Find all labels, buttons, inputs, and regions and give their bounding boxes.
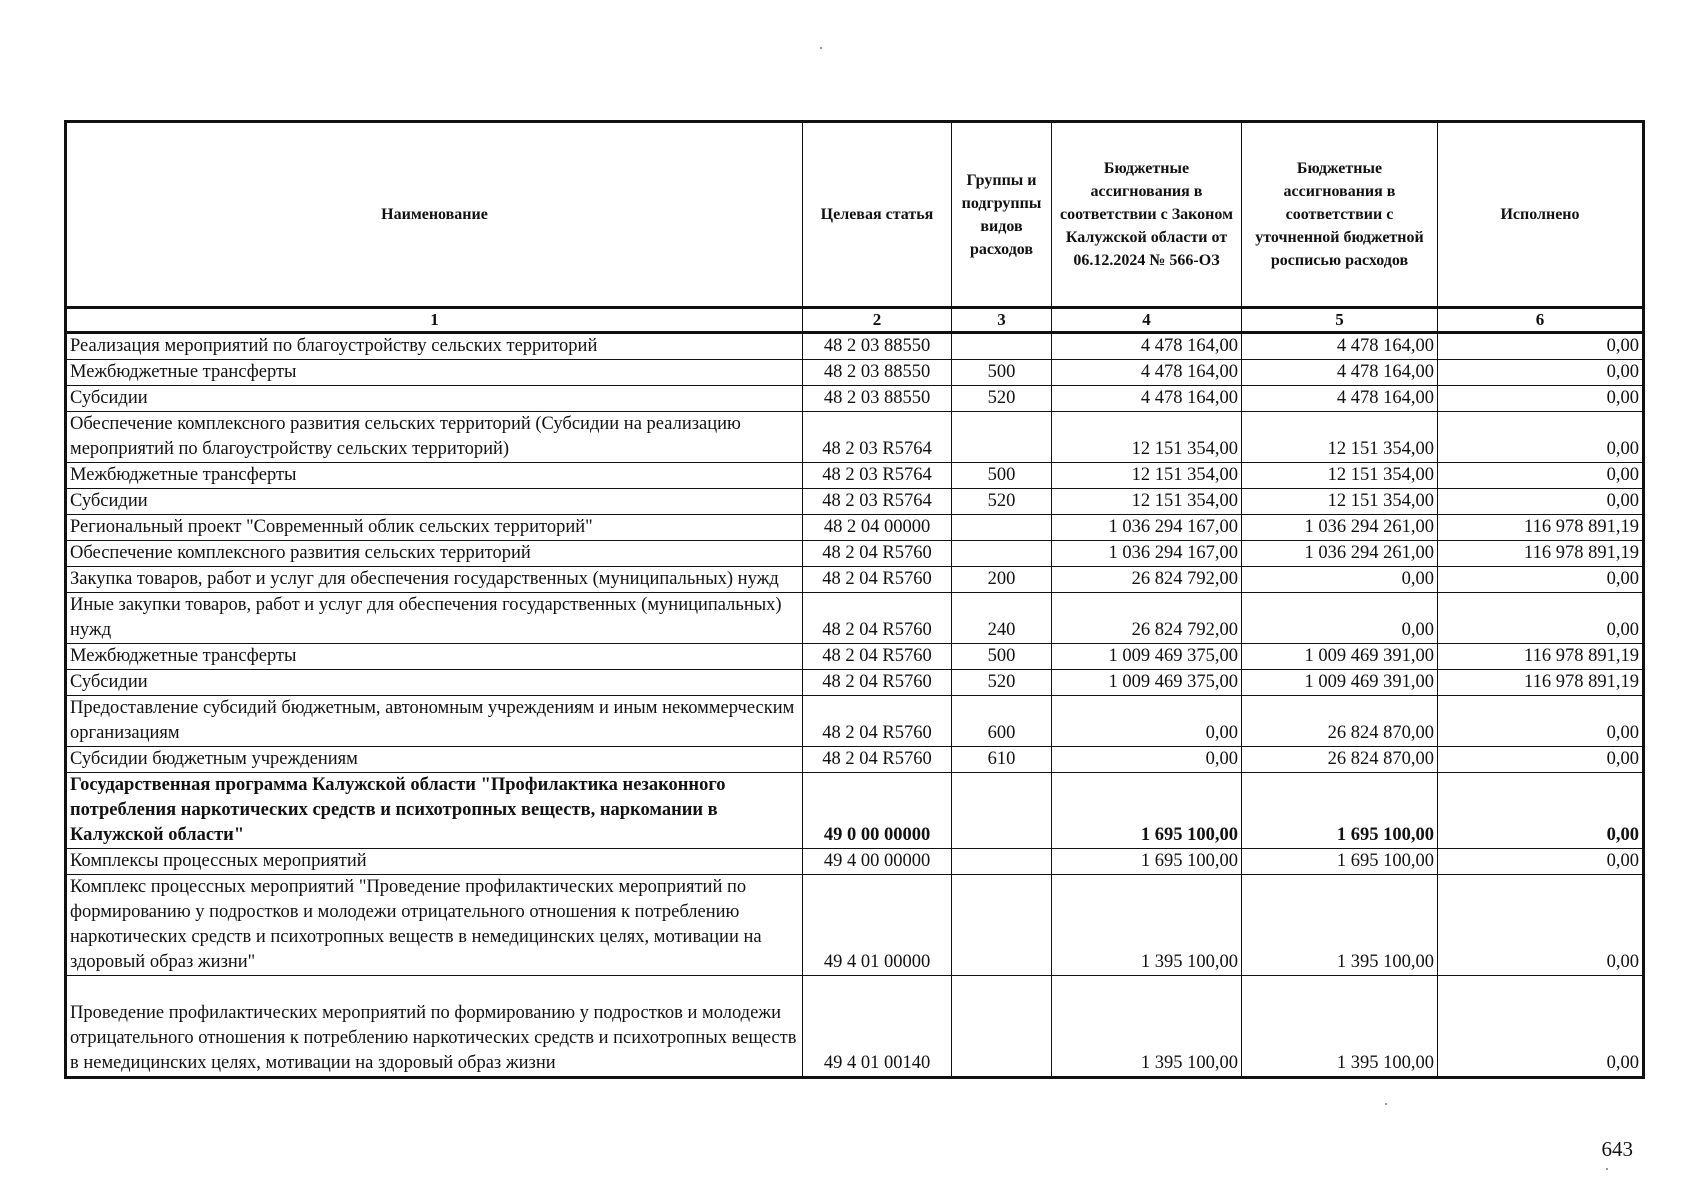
row-expense-group: 600 [952,696,1052,747]
row-refined-amount: 26 824 870,00 [1242,696,1438,747]
row-executed-amount: 116 978 891,19 [1438,515,1644,541]
row-target-article: 48 2 04 R5760 [803,567,952,593]
column-number: 1 [66,308,803,333]
row-law-amount: 4 478 164,00 [1052,360,1242,386]
row-refined-amount: 12 151 354,00 [1242,463,1438,489]
row-name: Закупка товаров, работ и услуг для обеспечения государственных (муниципальных) нужд [66,567,803,593]
row-name: Иные закупки товаров, работ и услуг для обеспечения государственных (муниципальных) нужд [66,593,803,644]
row-refined-amount: 1 695 100,00 [1242,849,1438,875]
table-row [66,333,1644,360]
row-name: Субсидии бюджетным учреждениям [66,747,803,773]
table-row [66,875,1644,976]
row-target-article: 48 2 04 R5760 [803,670,952,696]
row-target-article: 48 2 03 R5764 [803,412,952,463]
row-expense-group: 610 [952,747,1052,773]
table-row [66,412,1644,463]
row-refined-amount: 1 009 469 391,00 [1242,644,1438,670]
row-law-amount: 1 695 100,00 [1052,849,1242,875]
header-expense-groups: Группы и подгруппы видов расходов [952,122,1052,308]
table-row [66,849,1644,875]
table-row [66,463,1644,489]
page-number: 643 [1601,1137,1633,1161]
row-expense-group [952,849,1052,875]
row-executed-amount: 0,00 [1438,412,1644,463]
table-row [66,489,1644,515]
row-name: Комплексы процессных мероприятий [66,849,803,875]
row-executed-amount: 0,00 [1438,696,1644,747]
column-number: 3 [952,308,1052,333]
row-expense-group: 500 [952,644,1052,670]
row-expense-group [952,412,1052,463]
row-target-article: 48 2 04 R5760 [803,541,952,567]
table-row [66,541,1644,567]
row-target-article: 48 2 03 88550 [803,360,952,386]
row-law-amount: 1 036 294 167,00 [1052,541,1242,567]
row-law-amount: 26 824 792,00 [1052,567,1242,593]
row-law-amount: 1 009 469 375,00 [1052,670,1242,696]
row-law-amount: 12 151 354,00 [1052,463,1242,489]
row-law-amount: 12 151 354,00 [1052,489,1242,515]
row-expense-group [952,773,1052,849]
row-law-amount: 1 695 100,00 [1052,773,1242,849]
row-expense-group [952,875,1052,976]
row-refined-amount: 1 695 100,00 [1242,773,1438,849]
row-refined-amount: 1 009 469 391,00 [1242,670,1438,696]
row-law-amount: 1 036 294 167,00 [1052,515,1242,541]
row-target-article: 48 2 03 R5764 [803,489,952,515]
column-number: 5 [1242,308,1438,333]
row-target-article: 48 2 03 88550 [803,386,952,412]
row-refined-amount: 4 478 164,00 [1242,333,1438,360]
row-name: Межбюджетные трансферты [66,644,803,670]
table-row [66,747,1644,773]
row-name: Межбюджетные трансферты [66,463,803,489]
table-body [66,333,1644,1078]
row-law-amount: 4 478 164,00 [1052,386,1242,412]
row-expense-group: 500 [952,360,1052,386]
row-refined-amount: 1 395 100,00 [1242,976,1438,1078]
row-target-article: 49 4 01 00000 [803,875,952,976]
row-name: Реализация мероприятий по благоустройству сельских территорий [66,333,803,360]
row-target-article: 49 4 01 00140 [803,976,952,1078]
row-target-article: 48 2 04 00000 [803,515,952,541]
table-row [66,593,1644,644]
row-expense-group: 520 [952,489,1052,515]
table-row [66,386,1644,412]
row-target-article: 48 2 03 88550 [803,333,952,360]
row-executed-amount: 116 978 891,19 [1438,541,1644,567]
row-name: Субсидии [66,670,803,696]
row-law-amount: 1 395 100,00 [1052,976,1242,1078]
scan-dot [820,47,822,49]
row-executed-amount: 0,00 [1438,747,1644,773]
row-refined-amount: 4 478 164,00 [1242,386,1438,412]
row-target-article: 48 2 04 R5760 [803,644,952,670]
row-law-amount: 1 009 469 375,00 [1052,644,1242,670]
header-target-article: Целевая статья [803,122,952,308]
row-law-amount: 1 395 100,00 [1052,875,1242,976]
row-name: Межбюджетные трансферты [66,360,803,386]
row-refined-amount: 12 151 354,00 [1242,489,1438,515]
table-row-program [66,773,1644,849]
scan-dot [1385,1103,1387,1105]
row-expense-group: 520 [952,386,1052,412]
row-name: Региональный проект "Современный облик сельских территорий" [66,515,803,541]
row-executed-amount: 0,00 [1438,567,1644,593]
row-expense-group: 200 [952,567,1052,593]
row-executed-amount: 0,00 [1438,875,1644,976]
row-target-article: 49 4 00 00000 [803,849,952,875]
row-executed-amount: 0,00 [1438,773,1644,849]
row-refined-amount: 1 395 100,00 [1242,875,1438,976]
header-name: Наименование [66,122,803,308]
row-law-amount: 4 478 164,00 [1052,333,1242,360]
column-number: 4 [1052,308,1242,333]
row-law-amount: 0,00 [1052,696,1242,747]
row-executed-amount: 0,00 [1438,463,1644,489]
column-number: 2 [803,308,952,333]
budget-table [64,120,1645,1079]
row-executed-amount: 0,00 [1438,360,1644,386]
row-refined-amount: 26 824 870,00 [1242,747,1438,773]
row-target-article: 49 0 00 00000 [803,773,952,849]
row-refined-amount: 0,00 [1242,593,1438,644]
row-expense-group: 240 [952,593,1052,644]
row-executed-amount: 0,00 [1438,976,1644,1078]
row-executed-amount: 0,00 [1438,489,1644,515]
table-row [66,644,1644,670]
row-target-article: 48 2 03 R5764 [803,463,952,489]
row-expense-group [952,976,1052,1078]
row-executed-amount: 0,00 [1438,593,1644,644]
table-row [66,515,1644,541]
row-refined-amount: 12 151 354,00 [1242,412,1438,463]
row-expense-group [952,541,1052,567]
header-refined-allocations: Бюджетные ассигнования в соответствии с уточненной бюджетной росписью расходов [1242,122,1438,308]
row-target-article: 48 2 04 R5760 [803,593,952,644]
row-expense-group: 500 [952,463,1052,489]
row-executed-amount: 116 978 891,19 [1438,644,1644,670]
table-row [66,670,1644,696]
row-law-amount: 26 824 792,00 [1052,593,1242,644]
table-header [66,122,1644,333]
table-row [66,696,1644,747]
row-name: Обеспечение комплексного развития сельских территорий [66,541,803,567]
row-refined-amount: 1 036 294 261,00 [1242,541,1438,567]
row-expense-group [952,515,1052,541]
row-name: Комплекс процессных мероприятий "Проведение профилактических мероприятий по формированию у подростков и молодежи отрицательного отношения к потреблению наркотических средств и психотропных веществ в немедицинских целях, мотивации на здоровый образ жизни" [66,875,803,976]
column-number: 6 [1438,308,1644,333]
header-executed: Исполнено [1438,122,1644,308]
row-expense-group: 520 [952,670,1052,696]
row-executed-amount: 116 978 891,19 [1438,670,1644,696]
row-name: Предоставление субсидий бюджетным, автономным учреждениям и иным некоммерческим организациям [66,696,803,747]
row-name: Субсидии [66,386,803,412]
row-law-amount: 12 151 354,00 [1052,412,1242,463]
header-law-allocations: Бюджетные ассигнования в соответствии с Законом Калужской области от 06.12.2024 № 566-ОЗ [1052,122,1242,308]
row-law-amount: 0,00 [1052,747,1242,773]
table-row [66,976,1644,1078]
row-refined-amount: 0,00 [1242,567,1438,593]
table-row [66,567,1644,593]
row-name: Проведение профилактических мероприятий по формированию у подростков и молодежи отрицательного отношения к потреблению наркотических средств и психотропных веществ в немедицинских целях, мотивации на здоровый образ жизни [66,976,803,1078]
row-name: Субсидии [66,489,803,515]
row-refined-amount: 4 478 164,00 [1242,360,1438,386]
row-executed-amount: 0,00 [1438,849,1644,875]
row-name: Обеспечение комплексного развития сельских территорий (Субсидии на реализацию мероприятий по благоустройству сельских территорий) [66,412,803,463]
row-executed-amount: 0,00 [1438,386,1644,412]
row-expense-group [952,333,1052,360]
table-row [66,360,1644,386]
row-executed-amount: 0,00 [1438,333,1644,360]
row-refined-amount: 1 036 294 261,00 [1242,515,1438,541]
scan-dot [1606,1168,1608,1170]
row-target-article: 48 2 04 R5760 [803,696,952,747]
row-name: Государственная программа Калужской области "Профилактика незаконного потребления наркотических средств и психотропных веществ, наркомании в Калужской области" [66,773,803,849]
row-target-article: 48 2 04 R5760 [803,747,952,773]
